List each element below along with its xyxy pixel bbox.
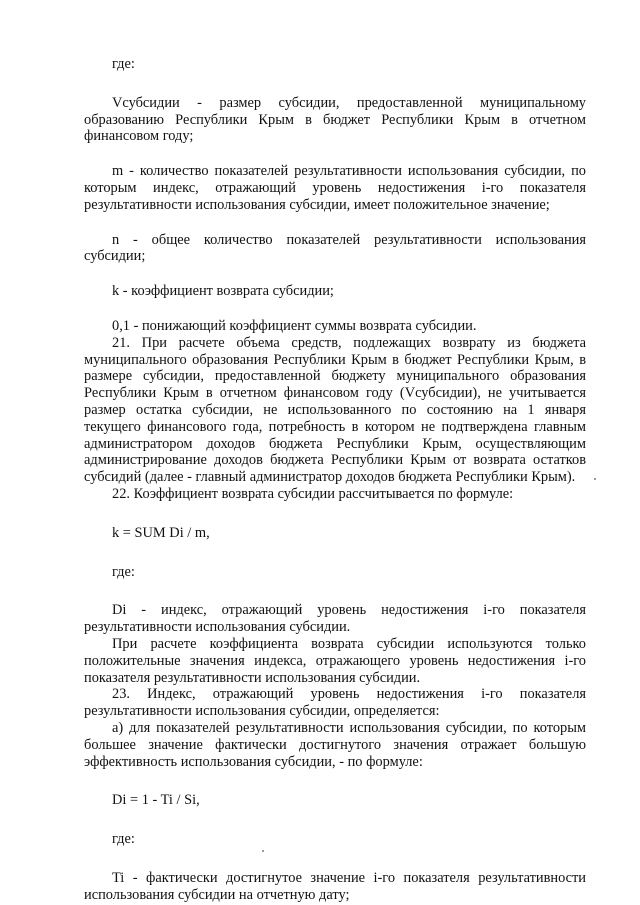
where-label: где:: [112, 831, 135, 848]
clause-21: 21. При расчете объема средств, подлежащих возврату из бюджета муниципального образования Республики Крым в бюджет Республики Крым, в размере субсидии, предоставленной бюджету муниципального образования Республики Крым в отчетном финансовом году (Vсубсидии), не учитывается размер остатка субсидии, не использованного по состоянию на 1 января текущего финансового года, потребность в котором не подтверждена главным администратором доходов бюджета Республики Крым, осуществляющим администрирование доходов бюджета Республики Крым от возврата остатков субсидий (далее - главный администратор доходов бюджета Республики Крым).: [84, 334, 586, 486]
definition-di: Di - индекс, отражающий уровень недостижения i-го показателя результативности использования субсидии.: [84, 602, 586, 636]
scan-speck: [262, 850, 264, 852]
definition-ti: Ti - фактически достигнутое значение i-го показателя результативности использования субсидии на отчетную дату;: [84, 869, 586, 903]
where-label: где:: [112, 56, 135, 72]
scan-speck: [594, 478, 596, 480]
document-body: [84, 56, 586, 903]
positive-values-note: При расчете коэффициента возврата субсидии используются только положительные значения индекса, отражающего уровень недостижения i-го показателя результативности использования субсидии.: [84, 635, 586, 686]
formula-k: k = SUM Di / m,: [112, 524, 210, 541]
definition-k: k - коэффициент возврата субсидии;: [112, 283, 334, 300]
definition-n: n - общее количество показателей результативности использования субсидии;: [84, 231, 586, 265]
formula-di: Di = 1 - Ti / Si,: [112, 792, 200, 809]
clause-23-a: а) для показателей результативности использования субсидии, по которым большее значение фактически достигнутого значения отражает большую эффективность использования субсидии, - по формуле:: [84, 719, 586, 770]
where-label: где:: [112, 563, 135, 580]
definition-m: m - количество показателей результативности использования субсидии, по которым индекс, отражающий уровень недостижения i-го показателя результативности использования субсидии, имеет положительное значение;: [84, 163, 586, 213]
definition-reduction-coefficient: 0,1 - понижающий коэффициент суммы возврата субсидии.: [112, 317, 477, 334]
definition-vsubsidii: Vсубсидии - размер субсидии, предоставленной муниципальному образованию Республики Крым в бюджет Республики Крым в отчетном финансовом году;: [84, 94, 586, 145]
clause-23: 23. Индекс, отражающий уровень недостижения i-го показателя результативности использования субсидии, определяется:: [84, 686, 586, 720]
clause-22: 22. Коэффициент возврата субсидии рассчитывается по формуле:: [112, 485, 514, 502]
